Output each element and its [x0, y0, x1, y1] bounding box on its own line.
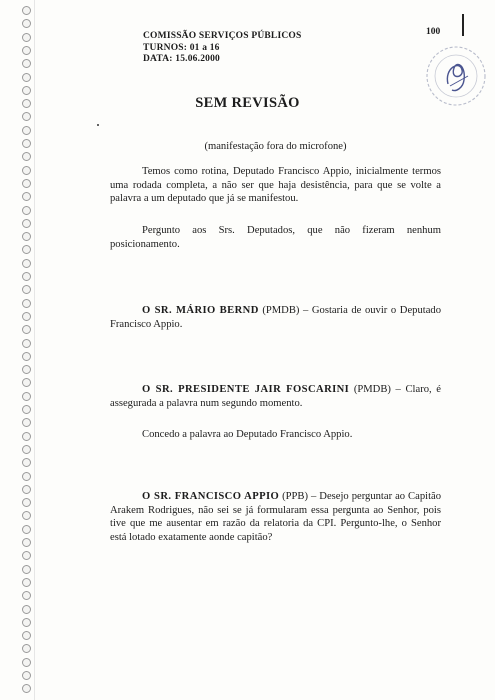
- binder-hole: [22, 565, 31, 574]
- binder-hole: [22, 418, 31, 427]
- paragraph-question-deputies: Pergunto aos Srs. Deputados, que não fizeram nenhum posicionamento.: [110, 225, 441, 250]
- document-header: [143, 31, 302, 66]
- speech-text: (PMDB) – Gostaria de ouvir o Deputado Francisco Appio.: [110, 305, 441, 330]
- speaker-name: O SR. MÁRIO BERND: [142, 305, 259, 316]
- header-shifts: TURNOS: 01 a 16: [143, 42, 220, 53]
- binder-hole: [22, 152, 31, 161]
- paragraph-stage-direction: (manifestação fora do microfone): [204, 141, 347, 152]
- ink-dot: [97, 124, 99, 126]
- speech-text: (PPB) – Desejo perguntar ao Capitão Arakem Rodrigues, não sei se já formularam essa pergunta ao Senhor, pois tive que me ausentar em razão da relatoria da CPI. Pergunto-lhe, o Senhor está lotado exatamente aonde capitão?: [110, 491, 442, 543]
- document-title: SEM REVISÃO: [195, 95, 300, 111]
- binder-hole: [22, 684, 31, 693]
- speech-president: [110, 383, 441, 410]
- binder-hole: [22, 352, 31, 361]
- speaker-name: O SR. FRANCISCO APPIO: [142, 491, 280, 502]
- binder-hole: [22, 339, 31, 348]
- binder-hole: [22, 498, 31, 507]
- speech-text: (PMDB) – Claro, é assegurada a palavra num segundo momento.: [110, 384, 441, 409]
- binder-hole: [22, 139, 31, 148]
- binder-hole: [22, 511, 31, 520]
- speaker-name: O SR. PRESIDENTE JAIR FOSCARINI: [142, 384, 350, 395]
- binder-hole: [22, 631, 31, 640]
- binder-hole: [22, 405, 31, 414]
- binder-hole: [22, 46, 31, 55]
- binder-hole: [22, 285, 31, 294]
- binder-hole: [22, 525, 31, 534]
- binder-hole: [22, 259, 31, 268]
- header-date: DATA: 15.06.2000: [143, 54, 220, 64]
- binder-hole: [22, 245, 31, 254]
- binder-hole: [22, 19, 31, 28]
- binder-hole: [22, 485, 31, 494]
- binder-hole: [22, 644, 31, 653]
- binder-hole: [22, 126, 31, 135]
- paragraph-presidency-routine: Temos como rotina, Deputado Francisco Appio, inicialmente termos uma rodada completa, a não ser que haja desistência, para que se volte a palavra a um deputado que já se manifestou.: [110, 166, 441, 205]
- binder-hole: [22, 179, 31, 188]
- binder-hole: [22, 325, 31, 334]
- binder-hole: [22, 206, 31, 215]
- binder-hole: [22, 658, 31, 667]
- binder-hole: [22, 472, 31, 481]
- binder-hole: [22, 219, 31, 228]
- binder-hole: [22, 166, 31, 175]
- binder-hole: [22, 299, 31, 308]
- page-number: 100: [426, 27, 441, 37]
- binder-hole: [22, 605, 31, 614]
- binder-hole: [22, 591, 31, 600]
- binder-hole: [22, 551, 31, 560]
- binder-hole: [22, 232, 31, 241]
- speech-francisco-appio: [110, 490, 441, 544]
- binder-hole: [22, 33, 31, 42]
- corner-mark: [462, 14, 464, 36]
- paragraph-grant-floor: Concedo a palavra ao Deputado Francisco Appio.: [142, 429, 353, 440]
- binder-hole: [22, 671, 31, 680]
- binder-hole: [22, 392, 31, 401]
- binder-hole: [22, 312, 31, 321]
- binder-hole: [22, 365, 31, 374]
- binder-hole: [22, 445, 31, 454]
- binder-hole: [22, 378, 31, 387]
- binder-hole: [22, 192, 31, 201]
- binder-hole: [22, 59, 31, 68]
- binder-hole: [22, 86, 31, 95]
- binder-hole: [22, 538, 31, 547]
- binder-hole: [22, 73, 31, 82]
- binder-hole: [22, 272, 31, 281]
- binder-hole: [22, 6, 31, 15]
- binder-hole: [22, 578, 31, 587]
- binder-hole: [22, 618, 31, 627]
- speech-mario-bernd: [110, 304, 441, 331]
- binder-hole: [22, 432, 31, 441]
- header-committee: COMISSÃO SERVIÇOS PÚBLICOS: [143, 31, 302, 41]
- binder-hole: [22, 458, 31, 467]
- binder-hole: [22, 112, 31, 121]
